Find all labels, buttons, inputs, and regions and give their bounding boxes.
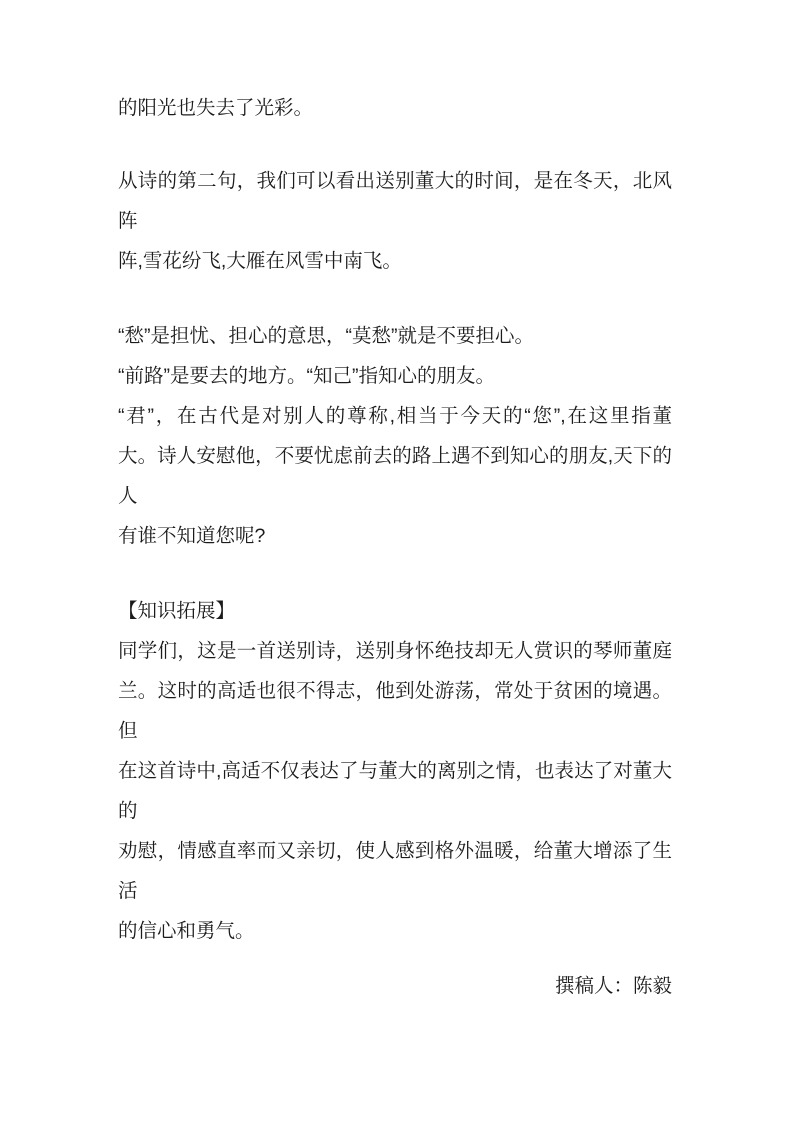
paragraph-qianlu-meaning bbox=[118, 356, 672, 396]
text-line: 兰。这时的高适也很不得志，他到处游荡，常处于贫困的境遇。但 bbox=[118, 680, 672, 742]
text-line: 大。诗人安慰他，不要忧虑前去的路上遇不到知心的朋友,天下的人 bbox=[118, 445, 672, 507]
paragraph-jun-meaning bbox=[118, 396, 672, 556]
text-line: 同学们，这是一首送别诗，送别身怀绝技却无人赏识的琴师董庭 bbox=[118, 640, 672, 662]
text-line: 劝慰，情感直率而又亲切，使人感到格外温暖，给董大增添了生活 bbox=[118, 840, 672, 902]
paragraph-second-verse bbox=[118, 161, 672, 281]
section-heading-knowledge-expansion bbox=[118, 591, 672, 631]
text-line: 从诗的第二句，我们可以看出送别董大的时间，是在冬天，北风阵 bbox=[118, 170, 672, 232]
document-text-block bbox=[118, 88, 672, 1006]
author-credit bbox=[118, 966, 672, 1006]
paragraph-farewell-poem-summary bbox=[118, 631, 672, 951]
author-credit-text: 撰稿人：陈毅 bbox=[554, 975, 672, 997]
paragraph-sunlight bbox=[118, 88, 672, 128]
text-line: “愁”是担忧、担心的意思，“莫愁”就是不要担心。 bbox=[118, 325, 534, 347]
text-line: 的阳光也失去了光彩。 bbox=[118, 97, 314, 119]
text-line: “前路”是要去的地方。“知己”指知心的朋友。 bbox=[118, 365, 495, 387]
text-line: “君”，在古代是对别人的尊称,相当于今天的“您”,在这里指董 bbox=[118, 405, 672, 427]
text-line: 有谁不知道您呢? bbox=[118, 525, 266, 547]
text-line: 在这首诗中,高适不仅表达了与董大的离别之情，也表达了对董大的 bbox=[118, 760, 672, 822]
text-line: 的信心和勇气。 bbox=[118, 920, 255, 942]
text-line: 阵,雪花纷飞,大雁在风雪中南飞。 bbox=[118, 250, 402, 272]
section-heading-text: 【知识拓展】 bbox=[118, 600, 236, 622]
paragraph-chou-meaning bbox=[118, 316, 672, 356]
